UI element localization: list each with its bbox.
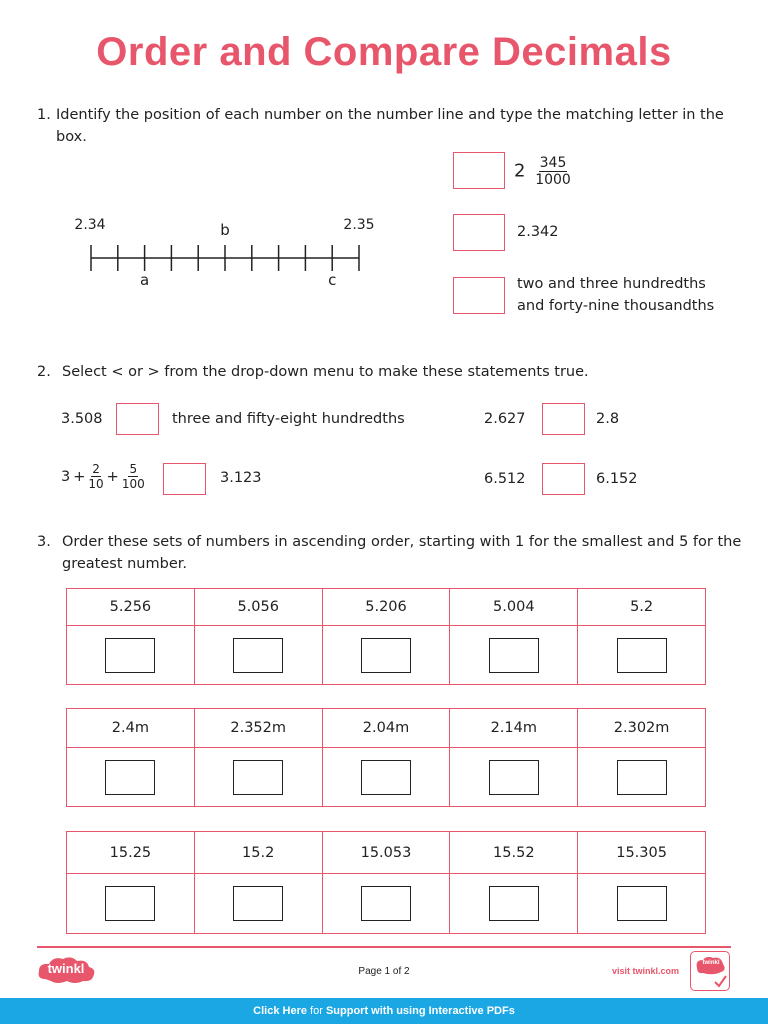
compare-select-2[interactable] bbox=[542, 403, 585, 435]
answer-cell bbox=[194, 626, 322, 685]
rank-input[interactable] bbox=[617, 760, 667, 795]
letter-b: b bbox=[220, 221, 230, 239]
compare-select-3[interactable] bbox=[163, 463, 206, 495]
answer-cell bbox=[322, 874, 450, 934]
rank-input[interactable] bbox=[105, 638, 155, 673]
order-table-2 bbox=[66, 708, 706, 807]
answer-cell bbox=[578, 874, 706, 934]
number-line bbox=[70, 212, 390, 292]
answer-cell bbox=[578, 748, 706, 807]
r2r-left: 6.512 bbox=[484, 471, 526, 487]
compare-select-1[interactable] bbox=[116, 403, 159, 435]
answer-cell bbox=[67, 626, 195, 685]
words-line-1: two and three hundredths bbox=[517, 276, 706, 292]
table-row bbox=[67, 589, 706, 626]
answer-cell bbox=[450, 874, 578, 934]
q3-text: Order these sets of numbers in ascending order, starting with 1 for the smallest and 5 for the greatest number. bbox=[62, 534, 742, 572]
mixed-number bbox=[514, 156, 571, 187]
quality-badge bbox=[690, 951, 730, 991]
banner-for: for bbox=[310, 1005, 323, 1017]
value-cell: 15.52 bbox=[450, 832, 578, 874]
table-row bbox=[67, 709, 706, 748]
r1r-left: 2.627 bbox=[484, 411, 526, 427]
rank-input[interactable] bbox=[489, 886, 539, 921]
r2l-expression bbox=[61, 463, 145, 490]
answer-cell bbox=[194, 874, 322, 934]
r1l-left: 3.508 bbox=[61, 411, 103, 427]
decimal-2342: 2.342 bbox=[517, 224, 559, 240]
value-cell: 2.14m bbox=[450, 709, 578, 748]
answer-box-3[interactable] bbox=[453, 277, 505, 314]
number-line-start-label: 2.34 bbox=[74, 217, 106, 233]
answer-box-2[interactable] bbox=[453, 214, 505, 251]
rank-input[interactable] bbox=[361, 638, 411, 673]
letter-a: a bbox=[139, 271, 150, 289]
page-title: Order and Compare Decimals bbox=[96, 30, 672, 74]
answer-cell bbox=[67, 748, 195, 807]
answer-cell bbox=[322, 748, 450, 807]
badge-icon bbox=[691, 952, 729, 990]
page-indicator: Page 1 of 2 bbox=[358, 966, 410, 977]
f2-numerator: 5 bbox=[129, 462, 138, 476]
rank-input[interactable] bbox=[489, 760, 539, 795]
visit-link[interactable]: visit twinkl.com bbox=[612, 966, 680, 976]
answer-cell bbox=[578, 626, 706, 685]
r1r-right: 2.8 bbox=[596, 411, 620, 427]
rank-input[interactable] bbox=[617, 886, 667, 921]
value-cell: 2.352m bbox=[194, 709, 322, 748]
q2-number: 2. bbox=[37, 364, 51, 380]
value-cell: 5.056 bbox=[194, 589, 322, 626]
value-cell: 5.206 bbox=[322, 589, 450, 626]
denominator: 1000 bbox=[535, 172, 571, 188]
banner-text: Support with using Interactive PDFs bbox=[325, 1005, 515, 1017]
table-row bbox=[67, 748, 706, 807]
mixed-whole: 2 bbox=[514, 160, 526, 182]
fraction-5-100 bbox=[122, 463, 145, 490]
compare-select-4[interactable] bbox=[542, 463, 585, 495]
rank-input[interactable] bbox=[105, 760, 155, 795]
footer-divider bbox=[37, 946, 731, 948]
answer-cell bbox=[67, 874, 195, 934]
answer-cell bbox=[450, 748, 578, 807]
rank-input[interactable] bbox=[105, 886, 155, 921]
value-cell: 2.4m bbox=[67, 709, 195, 748]
table-row bbox=[67, 832, 706, 874]
table-row bbox=[67, 874, 706, 934]
answer-cell bbox=[322, 626, 450, 685]
value-cell: 15.25 bbox=[67, 832, 195, 874]
value-cell: 5.2 bbox=[578, 589, 706, 626]
rank-input[interactable] bbox=[233, 886, 283, 921]
r1l-right: three and fifty-eight hundredths bbox=[172, 411, 405, 427]
plus-2: + bbox=[106, 468, 119, 485]
value-cell: 2.302m bbox=[578, 709, 706, 748]
value-cell: 15.305 bbox=[578, 832, 706, 874]
help-banner[interactable] bbox=[0, 998, 768, 1024]
f1-numerator: 2 bbox=[92, 462, 100, 476]
value-cell: 5.004 bbox=[450, 589, 578, 626]
r2l-right: 3.123 bbox=[220, 470, 262, 486]
value-cell: 15.053 bbox=[322, 832, 450, 874]
order-table-3 bbox=[66, 831, 706, 934]
rank-input[interactable] bbox=[233, 760, 283, 795]
f2-denominator: 100 bbox=[121, 477, 145, 491]
f1-denominator: 10 bbox=[88, 477, 104, 491]
badge-text: twinkl bbox=[702, 960, 720, 966]
r2l-whole: 3 bbox=[61, 468, 71, 485]
order-table-1 bbox=[66, 588, 706, 685]
letter-c: c bbox=[328, 271, 337, 289]
answer-box-1[interactable] bbox=[453, 152, 505, 189]
mixed-fraction bbox=[535, 156, 571, 187]
rank-input[interactable] bbox=[361, 760, 411, 795]
value-cell: 5.256 bbox=[67, 589, 195, 626]
fraction-2-10 bbox=[88, 463, 103, 490]
rank-input[interactable] bbox=[361, 886, 411, 921]
words-line-2: and forty-nine thousandths bbox=[517, 298, 715, 314]
value-cell: 2.04m bbox=[322, 709, 450, 748]
rank-input[interactable] bbox=[617, 638, 667, 673]
numerator: 345 bbox=[539, 155, 567, 171]
value-cell: 15.2 bbox=[194, 832, 322, 874]
banner-link[interactable]: Click Here bbox=[253, 1005, 307, 1017]
words-number bbox=[517, 273, 714, 317]
q3-number: 3. bbox=[37, 534, 51, 550]
q1-text: Identify the position of each number on the number line and type the matching letter in the box. bbox=[56, 107, 724, 145]
plus-1: + bbox=[73, 468, 86, 485]
q1-number: 1. bbox=[37, 107, 51, 123]
r2r-right: 6.152 bbox=[596, 471, 638, 487]
rank-input[interactable] bbox=[233, 638, 283, 673]
logo-text: twinkl bbox=[47, 961, 85, 976]
table-row bbox=[67, 626, 706, 685]
answer-cell bbox=[194, 748, 322, 807]
answer-cell bbox=[450, 626, 578, 685]
number-line-end-label: 2.35 bbox=[343, 217, 375, 233]
rank-input[interactable] bbox=[489, 638, 539, 673]
q2-text: Select < or > from the drop-down menu to make these statements true. bbox=[62, 364, 589, 380]
